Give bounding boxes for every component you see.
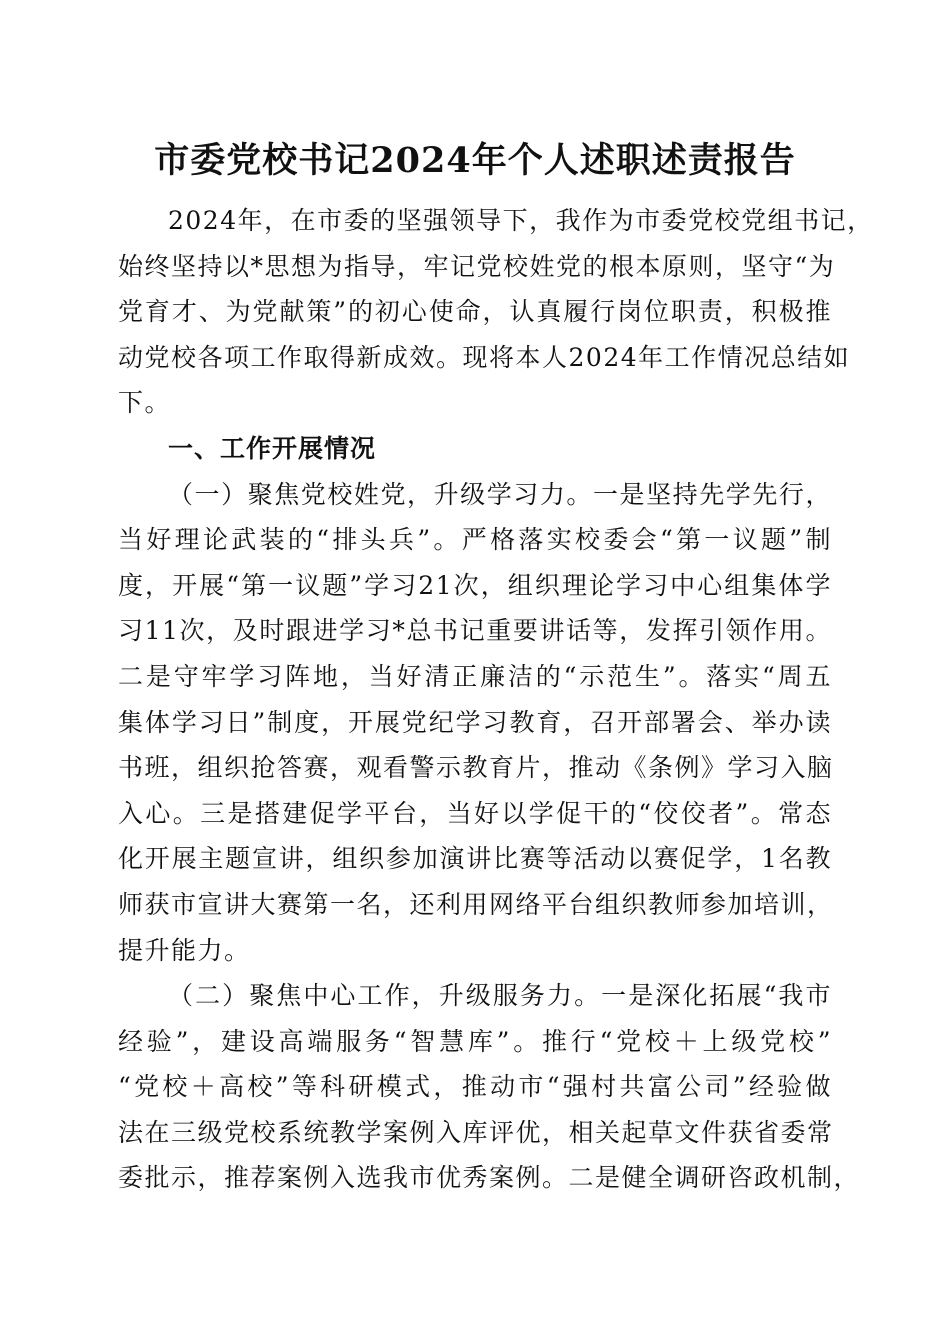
text-line: 二是守牢学习阵地，当好清正廉洁的“示范生”。落实“周五	[118, 661, 832, 691]
text-line: 集体学习日”制度，开展党纪学习教育，召开部署会、举办读	[118, 707, 832, 737]
text-line: （一）聚焦党校姓党，升级学习力。一是坚持先学先行，	[168, 479, 832, 509]
text-line: 提升能力。	[118, 935, 251, 965]
text-line: 下。	[118, 388, 172, 418]
text-line: 2024年，在市委的坚强领导下，我作为市委党校党组书记，	[168, 206, 874, 235]
paragraph-section-1	[118, 472, 832, 974]
section-heading: 一、工作开展情况	[168, 433, 377, 463]
text-line: 师获市宣讲大赛第一名，还利用网络平台组织教师参加培训，	[118, 889, 834, 919]
paragraph-section-2	[118, 973, 861, 1201]
text-line: 始终坚持以*思想为指导，牢记党校姓党的根本原则，坚守“为	[118, 251, 836, 281]
text-line: 党育才、为党献策”的初心使命，认真履行岗位职责，积极推	[118, 297, 832, 327]
document-title: 市委党校书记2024年个人述职述责报告	[154, 140, 796, 181]
text-line: 度，开展“第一议题”学习21次，组织理论学习中心组集体学	[118, 570, 832, 600]
text-line: “党校＋高校”等科研模式，推动市“强村共富公司”经验做	[118, 1072, 832, 1102]
text-line: 化开展主题宣讲，组织参加演讲比赛等活动以赛促学，1名教	[118, 844, 832, 874]
text-line: 当好理论武装的“排头兵”。严格落实校委会“第一议题”制	[118, 525, 832, 555]
text-line: 动党校各项工作取得新成效。现将本人2024年工作情况总结如	[118, 342, 851, 372]
text-line: 法在三级党校系统教学案例入库评优，相关起草文件获省委常	[118, 1117, 834, 1147]
text-line: 委批示，推荐案例入选我市优秀案例。二是健全调研咨政机制，	[118, 1163, 861, 1193]
document-body	[118, 198, 874, 1201]
paragraph-intro	[118, 198, 874, 426]
text-line: 习11次，及时跟进学习*总书记重要讲话等，发挥引领作用。	[118, 616, 832, 646]
text-line: 书班，组织抢答赛，观看警示教育片，推动《条例》学习入脑	[118, 753, 834, 783]
text-line: 经验”，建设高端服务“智慧库”。推行“党校＋上级党校”	[118, 1026, 832, 1056]
text-line: 入心。三是搭建促学平台，当好以学促干的“佼佼者”。常态	[118, 798, 832, 828]
text-line: （二）聚焦中心工作，升级服务力。一是深化拓展“我市	[168, 981, 832, 1011]
